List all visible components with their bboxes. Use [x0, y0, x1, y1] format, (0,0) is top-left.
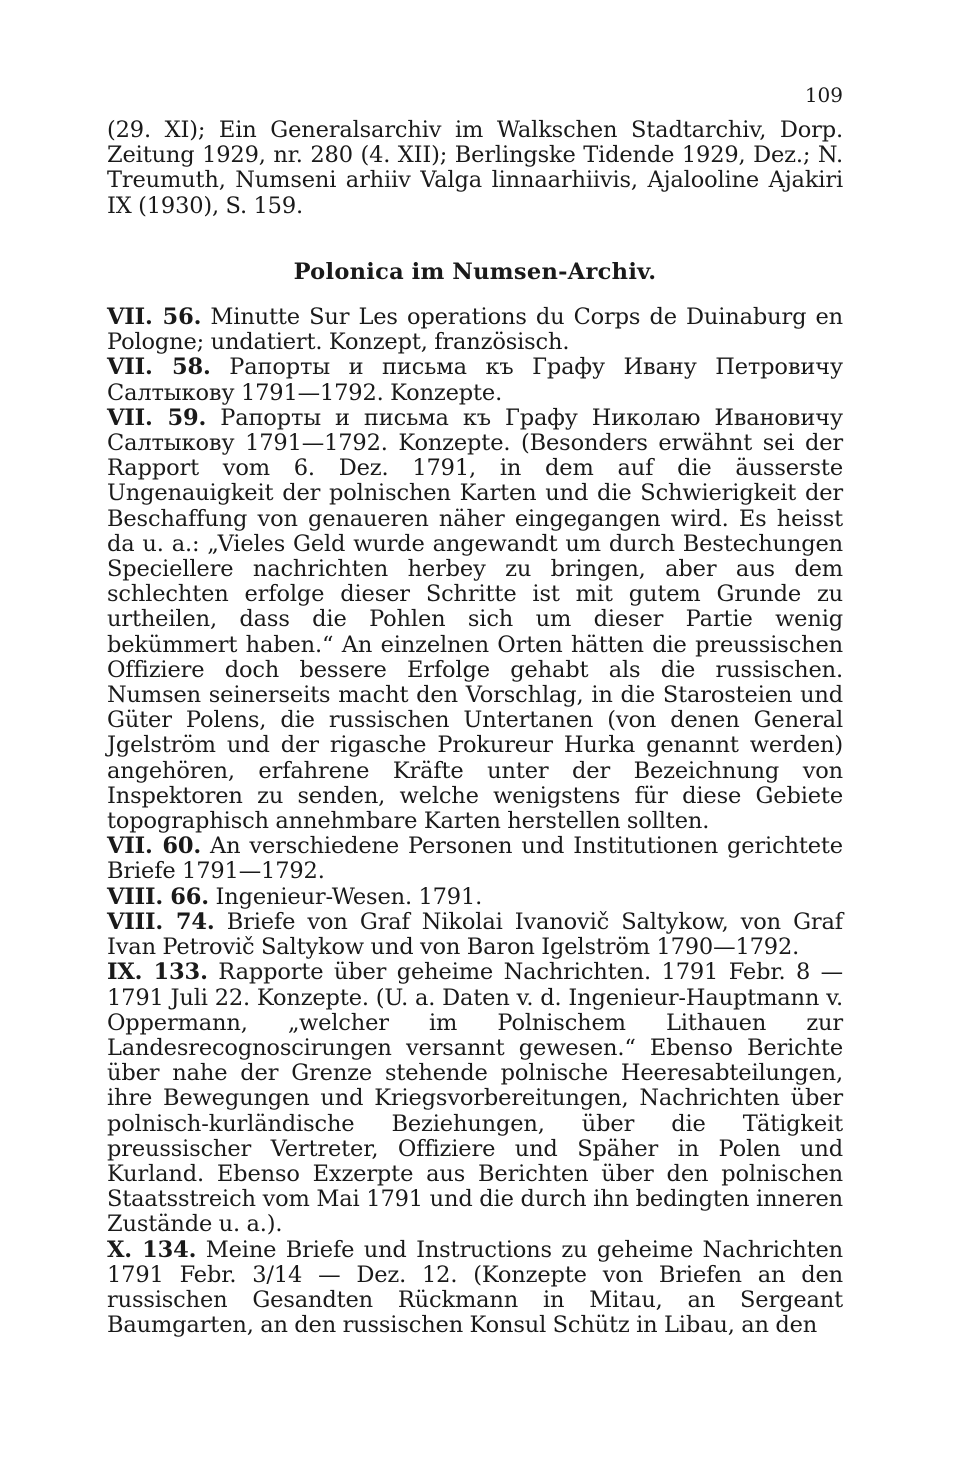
entry-vii-56	[107, 305, 843, 355]
entry-text: Рапорты и письма къ Графу Николаю Ивановичу Салтыкову 1791—1792. Konzepte. (Besonders erwähnt sei der Rapport vom 6. Dez. 1791, in dem auf die äusserste Ungenauigkeit der polnischen Karten und die Schwierigkeit der Beschaffung von genaueren näher eingegangen wird. Es heisst da u. a.: „Vieles Geld wurde angewandt um durch Bestechungen Speciellere nachrichten herbey zu bringen, aber aus dem schlechten erfolge dieser Schritte ist mit gutem Grunde zu urtheilen, dass die Pohlen sich um dieser Partie wenig bekümmert haben.“ An einzelnen Orten hätten die preussischen Offiziere doch bessere Erfolge gehabt als die russischen. Numsen seinerseits macht den Vorschlag, in die Starosteien und Güter Polens, die russischen Untertanen (von denen General Jgelström und der rigasche Prokureur Hurka genannt werden) angehören, erfahrene Kräfte unter der Bezeichnung von Inspektoren zu senden, welche wenigstens für diese Gebiete topographisch annehmbare Karten herstellen sollten.	[107, 404, 843, 835]
entry-ix-133	[107, 960, 843, 1237]
entry-text: Meine Briefe und Instructions zu geheime Nachrichten 1791 Febr. 3/14 — Dez. 12. (Konzepte von Briefen an den russischen Gesandten Rückmann in Mitau, an Sergeant Baumgarten, an den russischen Konsul Schütz in Libau, an den	[107, 1236, 843, 1339]
body-text	[107, 118, 843, 1338]
entry-viii-66	[107, 885, 843, 910]
entry-ref: X. 134.	[107, 1236, 197, 1263]
entry-x-134	[107, 1238, 843, 1339]
entry-ref: VII. 58.	[107, 354, 211, 381]
entry-vii-60	[107, 834, 843, 884]
entry-text: An verschiedene Personen und Institutionen gerichtete Briefe 1791—1792.	[107, 833, 843, 885]
entry-vii-58	[107, 355, 843, 405]
entry-ref: VII. 60.	[107, 833, 202, 860]
intro-paragraph: (29. XI); Ein Generalsarchiv im Walkschen Stadtarchiv, Dorp. Zeitung 1929, nr. 280 (4. XII); Berlingske Tidende 1929, Dez.; N. Treumuth, Numseni arhiiv Valga linnaarhiivis, Ajalooline Ajakiri IX (1930), S. 159.	[107, 117, 843, 219]
entry-viii-74	[107, 910, 843, 960]
entry-ref: VII. 59.	[107, 404, 207, 431]
entry-text: Рапорты и письма къ Графу Ивану Петровичу Салтыкову 1791—1792. Konzepte.	[107, 354, 843, 406]
entry-ref: IX. 133.	[107, 959, 208, 986]
entry-text: Briefe von Graf Nikolai Ivanovič Saltykow, von Graf Ivan Petrovič Saltykow und von Baron Igelström 1790—1792.	[107, 908, 843, 961]
page-number: 109	[804, 83, 843, 107]
entry-text: Rapporte über geheime Nachrichten. 1791 Febr. 8 — 1791 Juli 22. Konzepte. (U. a. Daten v. d. Ingenieur-Hauptmann v. Oppermann, „welcher im Polnischem Lithauen zur Landesrecognoscirungen versannt gewesen.“ Ebenso Berichte über nahe der Grenze stehende polnische Heeresabteilungen, ihre Bewegungen und Kriegsvorbereitungen, Nachrichten über polnisch-kurländische Beziehungen, über die Tätigkeit preussischer Vertreter, Offiziere und Späher in Polen und Kurland. Ebenso Exzerpte aus Berichten über den polnischen Staatsstreich vom Mai 1791 und die durch ihn bedingten inneren Zustände u. a.).	[107, 959, 843, 1238]
section-heading: Polonica im Numsen-Archiv.	[293, 258, 657, 285]
entry-ref: VII. 56.	[107, 304, 202, 331]
entry-ref: VIII. 74.	[107, 908, 215, 935]
entry-vii-59	[107, 406, 843, 834]
entry-text: Ingenieur-Wesen. 1791.	[215, 883, 483, 910]
entry-ref: VIII. 66.	[107, 883, 209, 910]
entry-text: Minutte Sur Les operations du Corps de Duinaburg en Pologne; undatiert. Konzept, französisch.	[107, 304, 843, 356]
